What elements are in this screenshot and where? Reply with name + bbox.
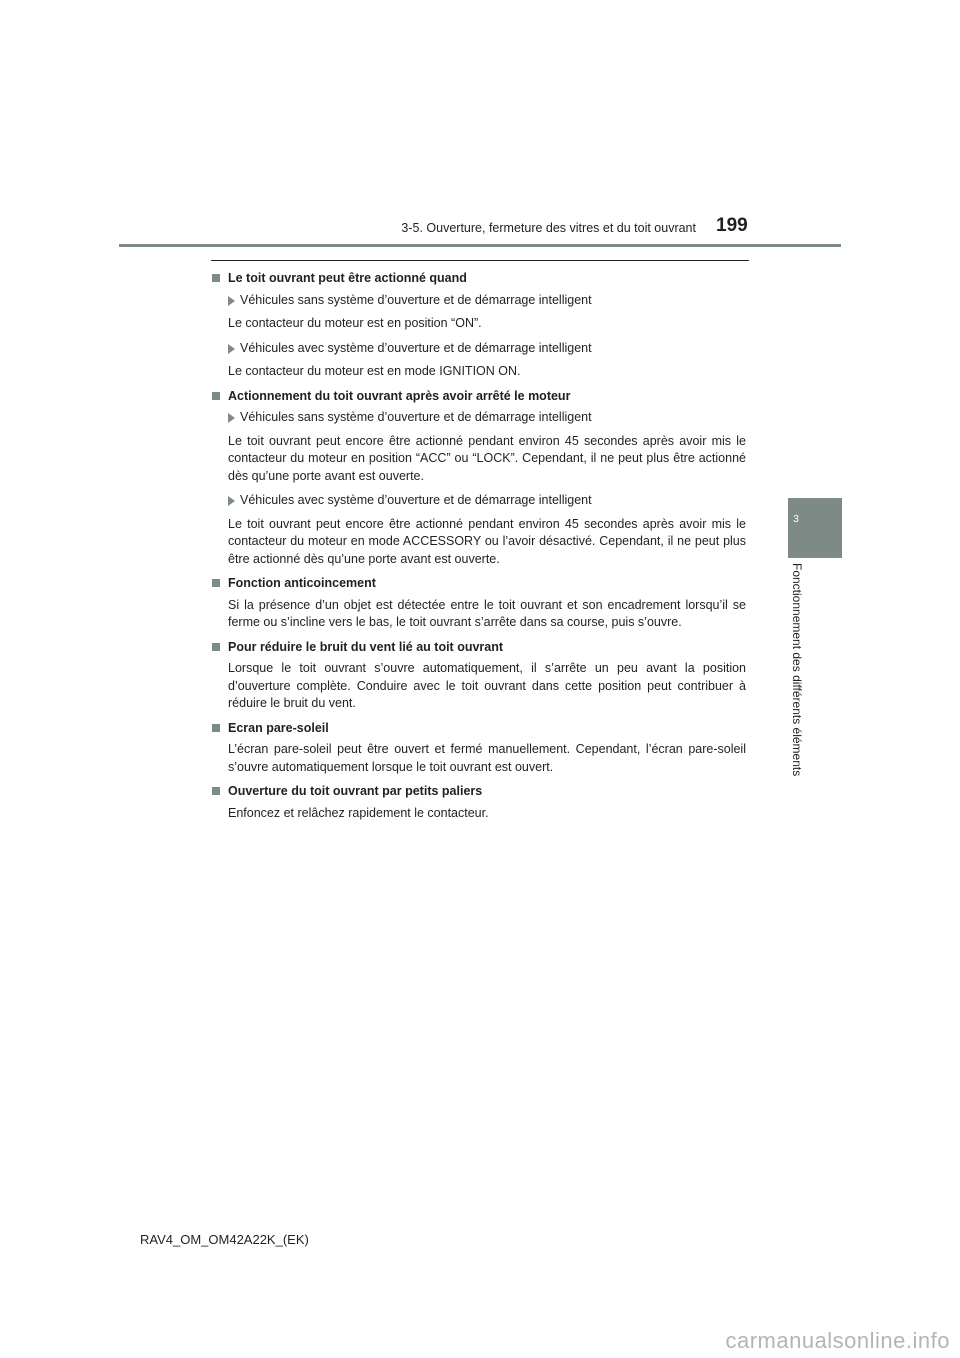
section-title-text: Fonction anticoincement (228, 576, 376, 590)
section-anti-pinch (212, 575, 746, 632)
section-title (212, 575, 746, 593)
paragraph: Le toit ouvrant peut encore être actionné pendant environ 45 secondes après avoir mis le contacteur du moteur en mode ACCESSORY ou l’avoir désactivé. Cependant, il ne peut plus être actionné dès qu’une porte avant est ouverte. (228, 516, 746, 566)
paragraph: Lorsque le toit ouvrant s’ouvre automatiquement, il s’arrête un peu avant la position d’ouverture complète. Conduire avec le toit ouvrant dans cette position peut contribuer à réduire le bruit du vent. (228, 661, 746, 710)
section-sunshade (212, 720, 746, 777)
content-rule (211, 260, 749, 261)
list-item (212, 340, 746, 358)
section-after-engine-off (212, 388, 746, 569)
section-step-opening (212, 783, 746, 822)
list-item (212, 492, 746, 510)
square-bullet-icon (212, 392, 220, 400)
paragraph: Si la présence d’un objet est détectée entre le toit ouvrant et son encadrement lorsqu’il se ferme ou s’incline vers le bas, le toit ouvrant s’arrête dans sa course, puis s’ouvre. (228, 597, 746, 629)
list-item-text: Véhicules avec système d’ouverture et de démarrage intelligent (240, 340, 592, 355)
section-title-text: Le toit ouvrant peut être actionné quand (228, 271, 467, 285)
section-title-text: Ecran pare-soleil (228, 720, 329, 735)
chapter-side-label: Fonctionnement des différents éléments (790, 563, 804, 777)
section-wind-noise (212, 639, 746, 713)
section-title (212, 783, 746, 801)
square-bullet-icon (212, 579, 220, 587)
section-title (212, 270, 746, 288)
list-item (212, 292, 746, 310)
page-number: 199 (716, 215, 748, 236)
list-item-text: Véhicules sans système d’ouverture et de démarrage intelligent (240, 292, 592, 307)
square-bullet-icon (212, 724, 220, 732)
square-bullet-icon (212, 274, 220, 282)
paragraph: Le toit ouvrant peut encore être actionné pendant environ 45 secondes après avoir mis le contacteur du moteur en position “ACC” ou “LOCK”. Cependant, il ne peut plus être actionné dès qu’une porte avant est ouverte. (228, 433, 746, 483)
triangle-bullet-icon (228, 496, 235, 506)
paragraph: L’écran pare-soleil peut être ouvert et fermé manuellement. Cependant, l’écran pare-soleil s’ouvre automatiquement lorsque le toit ouvrant est ouvert. (228, 742, 746, 774)
triangle-bullet-icon (228, 413, 235, 423)
section-title (212, 388, 746, 406)
triangle-bullet-icon (228, 344, 235, 354)
square-bullet-icon (212, 787, 220, 795)
paragraph: Le contacteur du moteur est en position “ON”. (228, 316, 482, 330)
section-title (212, 639, 746, 657)
square-bullet-icon (212, 643, 220, 651)
chapter-tab (788, 498, 842, 558)
paragraph: Le contacteur du moteur est en mode IGNITION ON. (228, 364, 521, 378)
list-item-text: Véhicules sans système d’ouverture et de démarrage intelligent (240, 410, 592, 424)
document-code: RAV4_OM_OM42A22K_(EK) (140, 1232, 309, 1247)
list-item (212, 409, 746, 427)
chapter-tab-number: 3 (793, 514, 799, 525)
chapter-title: 3-5. Ouverture, fermeture des vitres et du toit ouvrant (401, 221, 696, 235)
section-title-text: Actionnement du toit ouvrant après avoir arrêté le moteur (228, 388, 571, 403)
header-rule (119, 244, 841, 247)
paragraph: Enfoncez et relâchez rapidement le contacteur. (228, 805, 489, 820)
triangle-bullet-icon (228, 296, 235, 306)
main-content (212, 270, 746, 829)
section-title (212, 720, 746, 738)
watermark-text[interactable]: carmanualsonline.info (725, 1328, 950, 1353)
section-title-text: Pour réduire le bruit du vent lié au toit ouvrant (228, 639, 504, 654)
section-title-text: Ouverture du toit ouvrant par petits paliers (228, 784, 483, 798)
list-item-text: Véhicules avec système d’ouverture et de démarrage intelligent (240, 493, 592, 507)
section-conditions (212, 270, 746, 381)
